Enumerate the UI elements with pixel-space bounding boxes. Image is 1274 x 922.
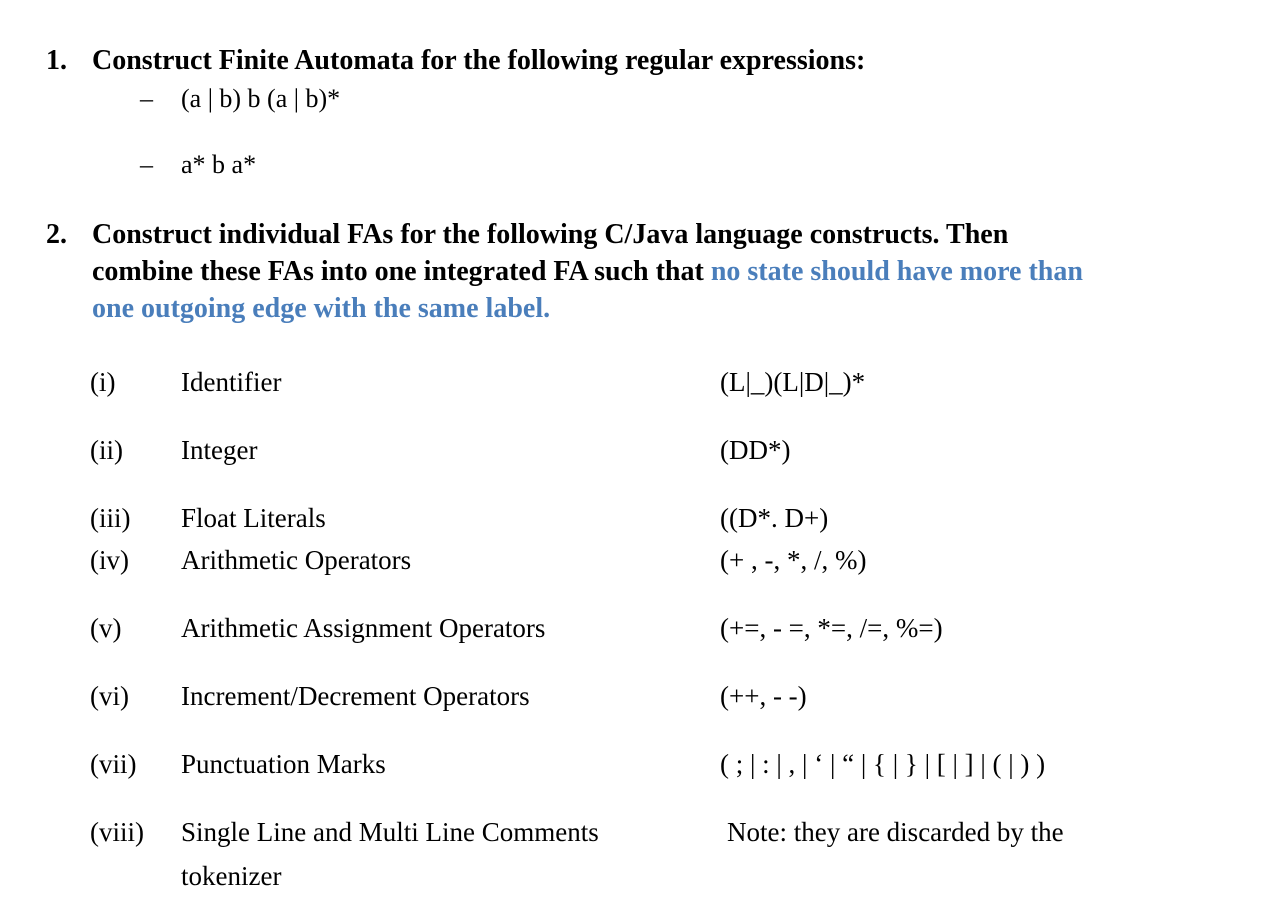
q2-line-2-text: combine these FAs into one integrated FA such that	[92, 256, 711, 287]
row-vi-number: (vi)	[90, 681, 129, 711]
row-vii-expression: ( ; | : | , | ‘ | “ | { | } | [ | ] | ( | ) )	[720, 749, 1046, 779]
row-vii-name: Punctuation Marks	[181, 749, 386, 779]
q1-item-2-bullet: –	[140, 150, 153, 179]
q2-intro-line-1: Construct individual FAs for the following C/Java language constructs. Then	[92, 219, 1009, 250]
row-v-name: Arithmetic Assignment Operators	[181, 613, 546, 643]
row-i-name: Identifier	[181, 367, 282, 397]
row-viii-name: Single Line and Multi Line Comments	[181, 817, 599, 847]
row-i-expression: (L|_)(L|D|_)*	[720, 367, 866, 397]
row-viii-name-continued: tokenizer	[181, 861, 282, 891]
row-ii-number: (ii)	[90, 435, 123, 465]
row-iv-expression: (+ , -, *, /, %)	[720, 545, 867, 575]
q1-number: 1.	[46, 45, 67, 76]
row-iii-name: Float Literals	[181, 503, 326, 533]
row-viii-note: Note: they are discarded by the	[727, 817, 1064, 847]
q1-item-1-text: (a | b) b (a | b)*	[181, 84, 341, 113]
row-i-number: (i)	[90, 367, 116, 397]
q1-item-1-bullet: –	[140, 84, 153, 113]
row-v-number: (v)	[90, 613, 122, 643]
q2-line-2-highlight: no state should have more than	[710, 256, 1083, 287]
row-vi-expression: (++, - -)	[720, 681, 807, 711]
q2-intro-line-2	[92, 253, 1083, 291]
row-ii-name: Integer	[181, 435, 258, 465]
row-vi-name: Increment/Decrement Operators	[181, 681, 530, 711]
q1-item-2-text: a* b a*	[181, 150, 257, 179]
row-vii-number: (vii)	[90, 749, 137, 779]
row-iv-number: (iv)	[90, 545, 129, 575]
q2-intro-line-3-highlight: one outgoing edge with the same label.	[92, 293, 551, 324]
q1-title: Construct Finite Automata for the following regular expressions:	[92, 45, 866, 76]
row-ii-expression: (DD*)	[720, 435, 791, 465]
row-iii-expression: ((D*. D+)	[720, 503, 829, 533]
row-v-expression: (+=, - =, *=, /=, %=)	[720, 613, 943, 643]
q2-number: 2.	[46, 219, 67, 250]
row-viii-number: (viii)	[90, 817, 144, 847]
row-iii-number: (iii)	[90, 503, 131, 533]
row-iv-name: Arithmetic Operators	[181, 545, 412, 575]
